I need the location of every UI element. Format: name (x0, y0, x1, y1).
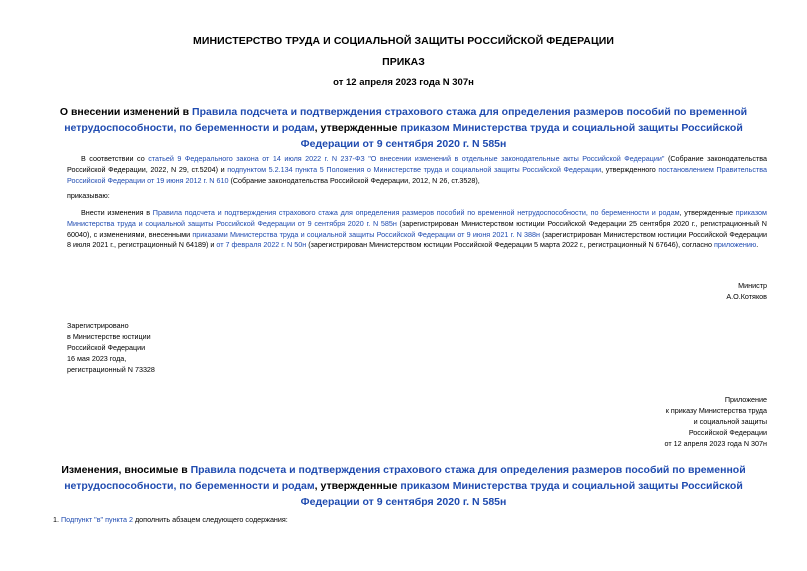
changes-title (50, 462, 757, 510)
government-decree-link[interactable]: постановлением Правительства Российской Федерации от 19 июня 2012 г. N 610 (67, 164, 767, 185)
ordered-label: приказываю: (67, 191, 110, 200)
changes-order-link[interactable]: приказом Министерства труда и социальной защиты Российской Федерации от 9 сентября 2020 г. N 585н (300, 480, 743, 508)
federal-law-link[interactable]: статьей 9 Федерального закона от 14 июля 2022 г. N 237-ФЗ "О внесении изменений в отдельные законодательные акты Российской Федерации" (148, 154, 665, 163)
registration-line: 16 мая 2023 года, (67, 354, 127, 363)
appendix-line: от 12 апреля 2023 года N 307н (664, 439, 767, 448)
main-text-1: Внести изменения в (81, 208, 153, 217)
title-prefix: О внесении изменений в (59, 106, 193, 118)
signature-name: А.О.Котяков (726, 292, 767, 301)
main-text-5: (зарегистрирован Министерством юстиции Российской Федерации 5 марта 2022 г., регистрационный N 67646), согласно (306, 240, 714, 250)
changes-rules-link[interactable]: Правила подсчета и подтверждения страхового стажа для определения размеров пособий по временной нетрудоспособности, по беременности и родам (64, 464, 746, 492)
subpoint-link[interactable]: Подпункт "в" пункта 2 (61, 515, 133, 524)
signature-position: Министр (738, 281, 767, 290)
main-text-3: (зарегистрирован Министерством юстиции Российской Федерации 25 сентября 2020 г., регистрационный N 60040), с изменениями, внесенными (67, 218, 767, 239)
ministry-heading: МИНИСТЕРСТВО ТРУДА И СОЦИАЛЬНОЙ ЗАЩИТЫ РОССИЙСКОЙ ФЕДЕРАЦИИ (192, 35, 615, 47)
order-title (50, 104, 757, 152)
item-number: 1. (53, 515, 61, 524)
preamble-text-3: , утвержденного (601, 164, 659, 174)
registration-line: регистрационный N 73328 (67, 365, 155, 374)
order-585n-link[interactable]: приказом Министерства труда и социальной защиты Российской Федерации от 9 сентября 2020 г. N 585н (67, 208, 767, 228)
appendix-line: Приложение (724, 395, 767, 404)
change-item-1 (53, 515, 288, 524)
main-text-2: , утвержденные (679, 208, 736, 217)
rules-link[interactable]: Правила подсчета и подтверждения страхового стажа для определения размеров пособий по временной нетрудоспособности, по беременности и родам (152, 208, 680, 217)
changes-prefix: Изменения, вносимые в (61, 464, 191, 476)
title-rules-link[interactable]: Правила подсчета и подтверждения страхового стажа для определения размеров пособий по временной нетрудоспособности, по беременности и родам (64, 106, 748, 134)
signature-block (726, 280, 767, 302)
regulation-link[interactable]: подпунктом 5.2.134 пункта 5 Положения о Министерстве труда и социальной защиты Российской Федерации (227, 164, 602, 174)
preamble-paragraph (67, 154, 767, 186)
registration-line: Российской Федерации (67, 343, 146, 352)
order-50n-link[interactable]: от 7 февраля 2022 г. N 50н (216, 240, 307, 250)
main-text-6: . (756, 240, 759, 250)
document-type: ПРИКАЗ (382, 56, 425, 68)
preamble-text-4: (Собрание законодательства Российской Федерации, 2012, N 26, ст.3528), (228, 175, 480, 185)
appendix-link[interactable]: приложению (713, 240, 757, 250)
order-388n-link[interactable]: приказами Министерства труда и социальной защиты Российской Федерации от 9 июня 2021 г. N 388н (192, 229, 540, 239)
appendix-line: и социальной защиты (693, 417, 767, 426)
preamble-text-2: (Собрание законодательства Российской Федерации, 2022, N 29, ст.5204) и (67, 154, 768, 174)
main-paragraph (67, 208, 767, 251)
order-date-number: от 12 апреля 2023 года N 307н (333, 77, 474, 88)
item-text: дополнить абзацем следующего содержания: (132, 515, 288, 524)
preamble-text-1: В соответствии со (81, 154, 149, 163)
main-text-4: (зарегистрирован Министерством юстиции Российской Федерации 8 июля 2021 г., регистрационный N 64189) и (67, 229, 767, 250)
title-mid: , утвержденные (314, 122, 401, 134)
registration-line: в Министерстве юстиции (67, 332, 151, 341)
changes-mid: , утвержденные (314, 480, 401, 492)
appendix-block (665, 394, 767, 449)
appendix-line: Российской Федерации (688, 428, 767, 437)
title-order-link[interactable]: приказом Министерства труда и социальной защиты Российской Федерации от 9 сентября 2020 г. N 585н (300, 122, 743, 150)
registration-line: Зарегистрировано (67, 321, 129, 330)
appendix-line: к приказу Министерства труда (665, 406, 767, 415)
registration-block (67, 320, 155, 375)
